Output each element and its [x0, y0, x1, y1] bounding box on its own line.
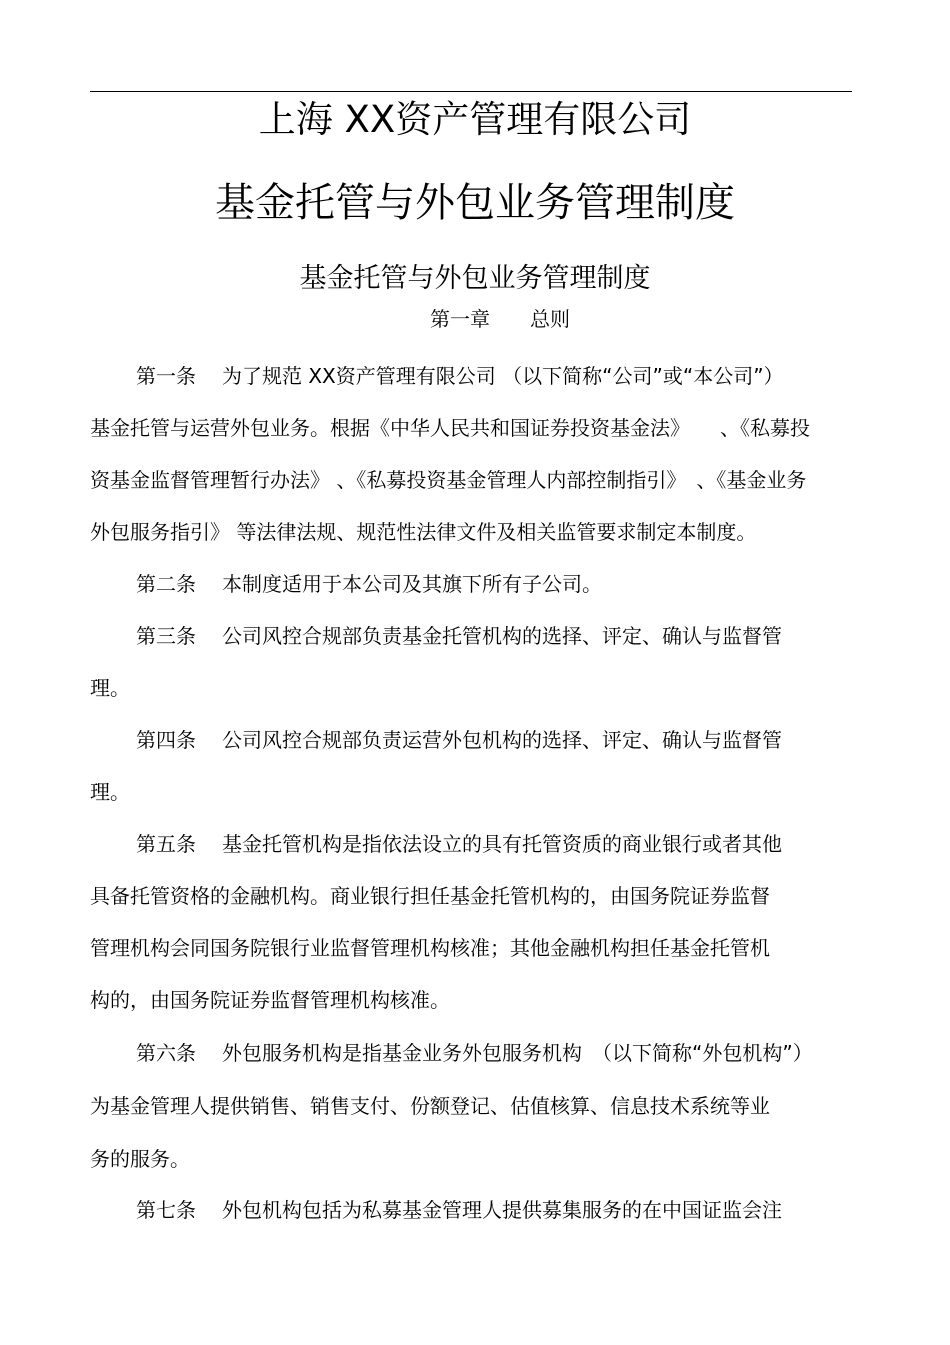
article-text: 本制度适用于本公司及其旗下所有子公司。 [222, 572, 602, 596]
article-text: 外包服务机构是指基金业务外包服务机构 （以下简称“外包机构”） [222, 1041, 813, 1065]
article-label: 第五条 [136, 832, 196, 856]
article-5-line-1 [136, 834, 782, 854]
article-6-line-3: 务的服务。 [90, 1147, 190, 1171]
article-3-line-1 [136, 626, 782, 646]
article-text: 公司风控合规部负责基金托管机构的选择、评定、确认与监督管 [222, 624, 782, 648]
article-6-line-2: 为基金管理人提供销售、销售支付、份额登记、估值核算、信息技术系统等业 [90, 1094, 770, 1118]
article-1-line-2: 基金托管与运营外包业务。根据《中华人民共和国证券投资基金法》 、《私募投 [90, 416, 810, 440]
article-label: 第七条 [136, 1198, 196, 1222]
article-text: 外包机构包括为私募基金管理人提供募集服务的在中国证监会注 [222, 1198, 782, 1222]
article-5-line-3: 管理机构会同国务院银行业监督管理机构核准；其他金融机构担任基金托管机 [90, 936, 770, 960]
article-label: 第三条 [136, 624, 196, 648]
header-rule [90, 91, 852, 92]
article-4-line-1 [136, 730, 782, 750]
article-4-line-2: 理。 [90, 780, 130, 804]
article-label: 第一条 [136, 364, 196, 388]
article-2-line-1 [136, 574, 602, 594]
article-1-line-1 [136, 366, 784, 386]
article-text: 公司风控合规部负责运营外包机构的选择、评定、确认与监督管 [222, 728, 782, 752]
article-text: 为了规范 XX资产管理有限公司 （以下简称“公司”或“本公司”） [222, 364, 784, 388]
article-text: 基金托管机构是指依法设立的具有托管资质的商业银行或者其他 [222, 832, 782, 856]
article-3-line-2: 理。 [90, 676, 130, 700]
company-title: 上海 XX资产管理有限公司 [258, 98, 692, 141]
article-1-line-3: 资基金监督管理暂行办法》 、《私募投资基金管理人内部控制指引》 、《基金业务 [90, 468, 807, 492]
chapter-name: 总则 [530, 307, 570, 331]
chapter-heading [430, 309, 570, 329]
chapter-number: 第一章 [430, 307, 490, 331]
document-title: 基金托管与外包业务管理制度 [215, 180, 735, 226]
article-label: 第四条 [136, 728, 196, 752]
article-6-line-1 [136, 1043, 813, 1063]
article-1-line-4: 外包服务指引》 等法律法规、规范性法律文件及相关监管要求制定本制度。 [90, 520, 757, 544]
document-subtitle: 基金托管与外包业务管理制度 [299, 263, 651, 294]
article-7-line-1 [136, 1200, 782, 1220]
article-5-line-2: 具备托管资格的金融机构。商业银行担任基金托管机构的，由国务院证券监督 [90, 884, 770, 908]
article-label: 第二条 [136, 572, 196, 596]
article-5-line-4: 构的，由国务院证券监督管理机构核准。 [90, 988, 450, 1012]
article-label: 第六条 [136, 1041, 196, 1065]
